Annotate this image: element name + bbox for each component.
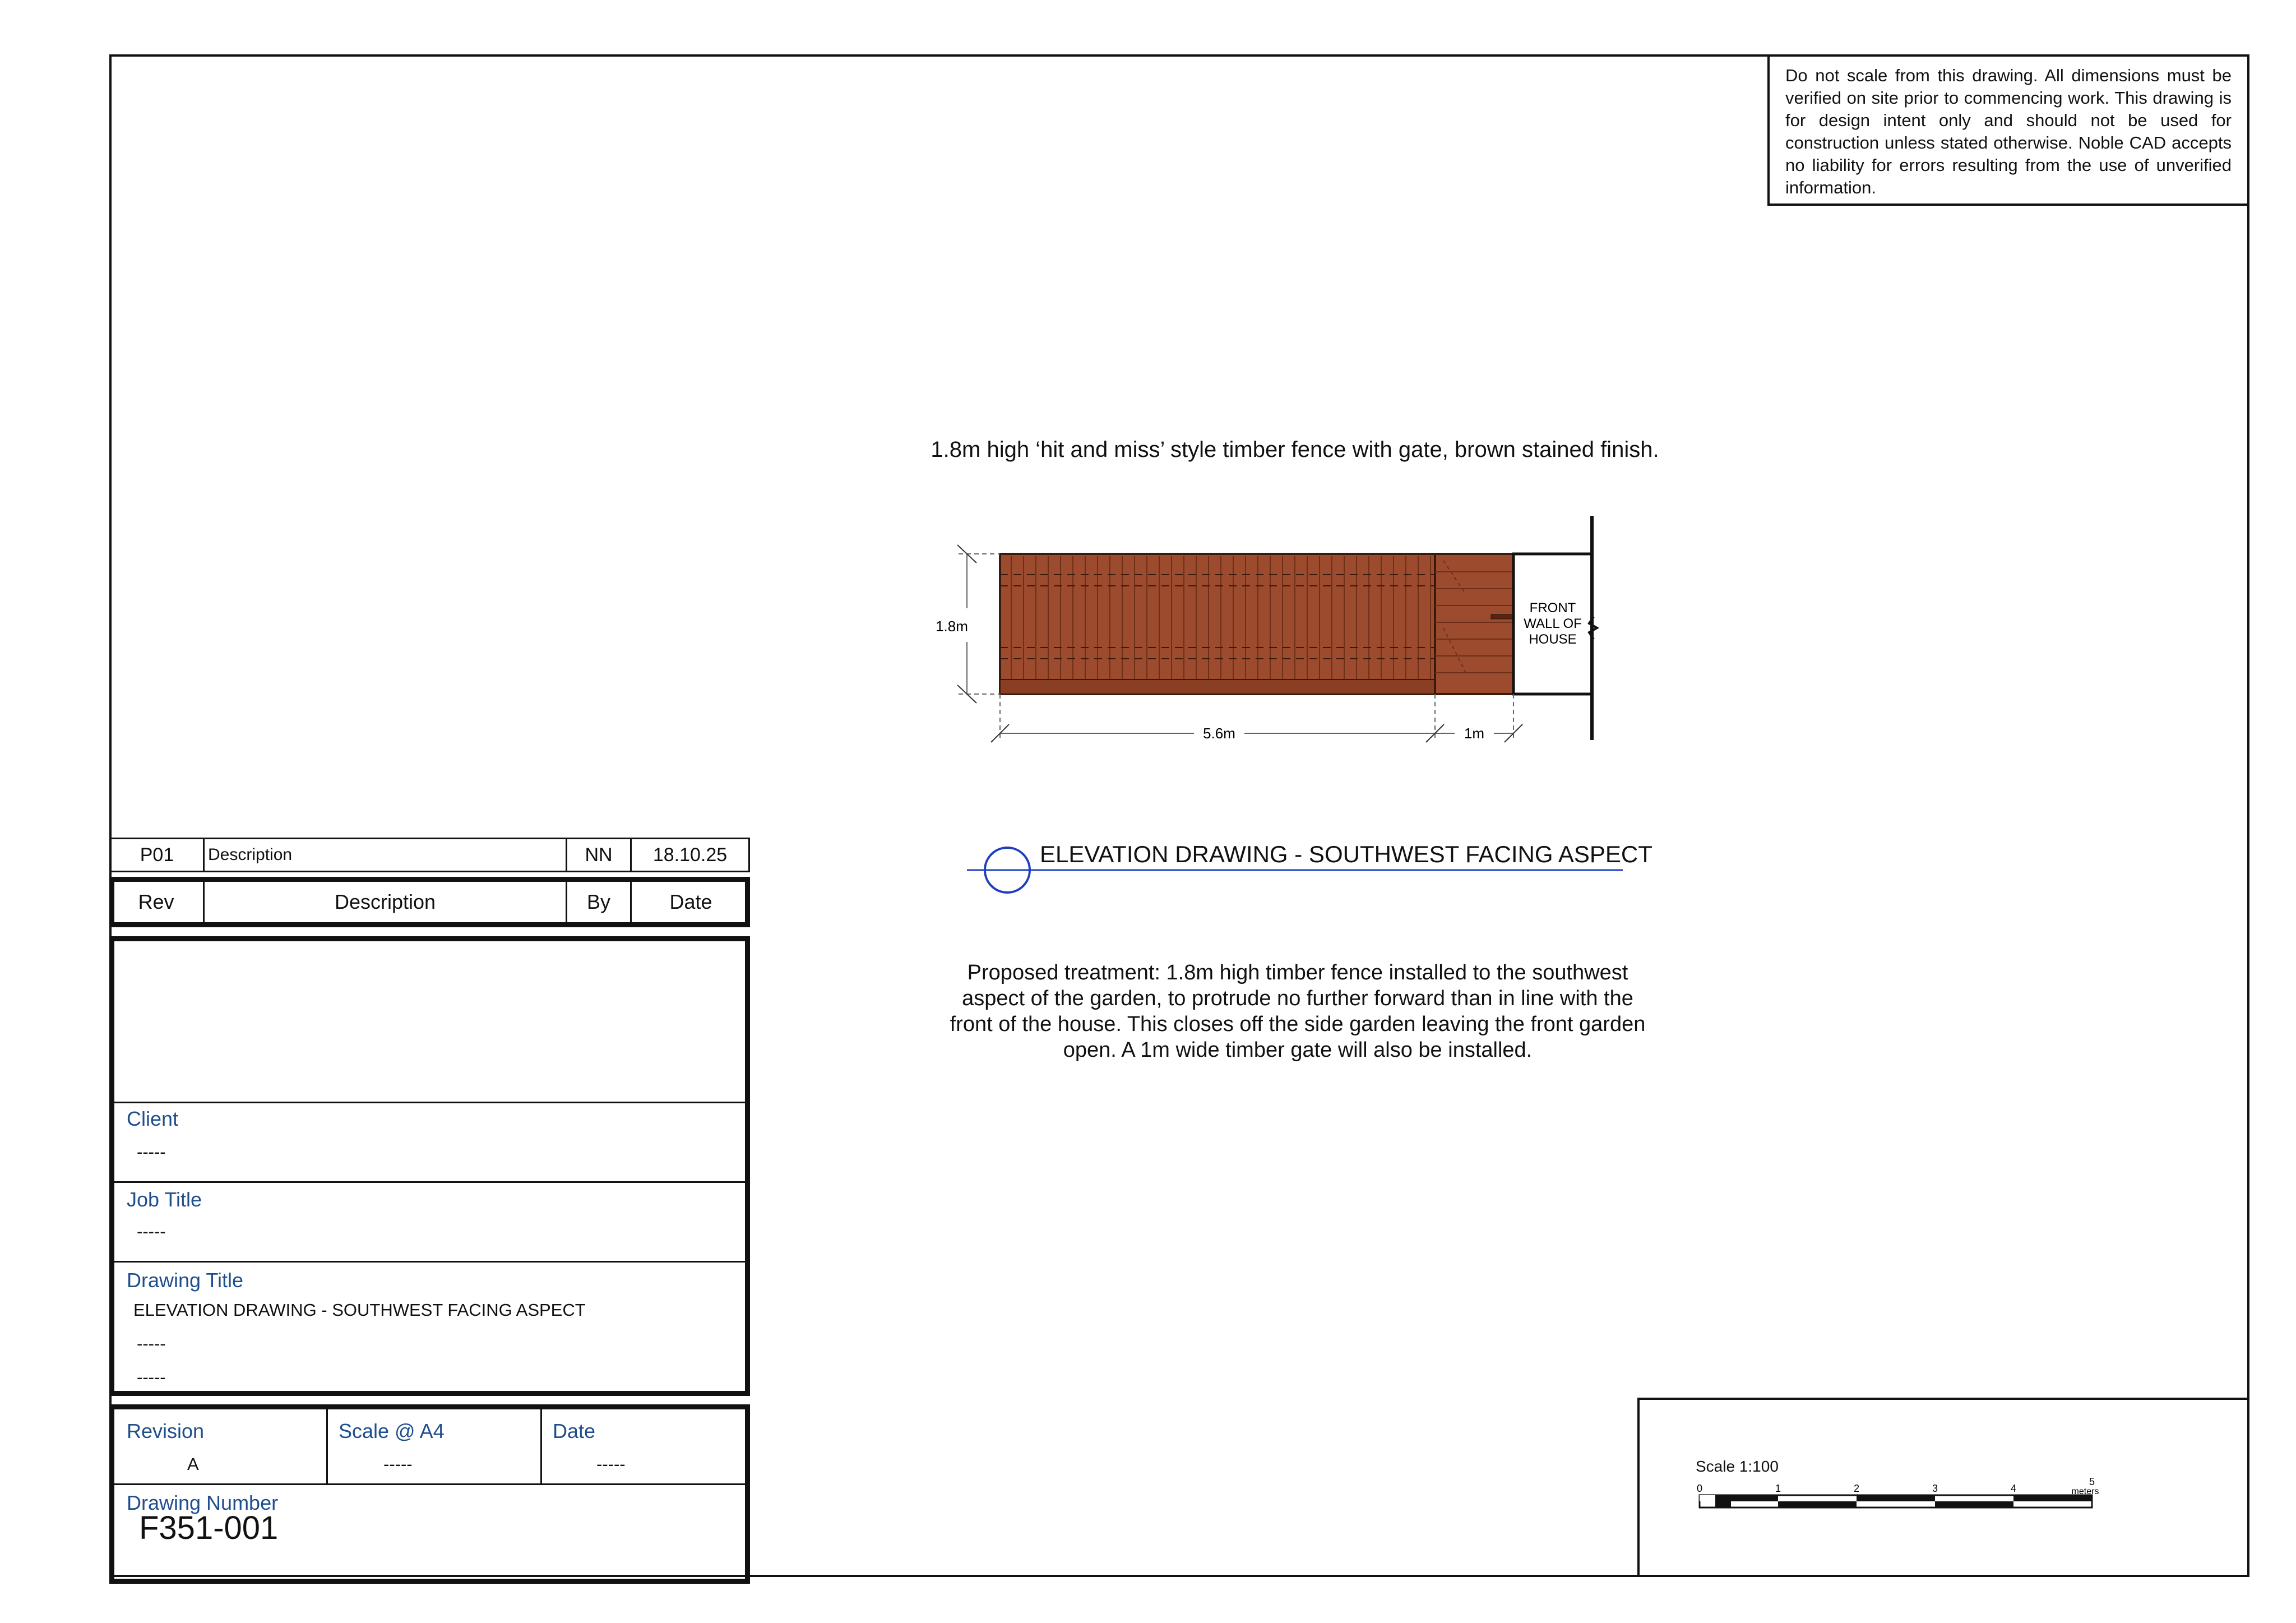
scale-unit: meters (2071, 1487, 2099, 1496)
drawing-title-line2: ----- (137, 1334, 166, 1353)
revision-table (109, 838, 750, 927)
logo-area (114, 941, 745, 1103)
house-label-2: WALL OF (1524, 616, 1582, 631)
revision-row-rev: P01 (109, 838, 205, 872)
scale-tick-1: 1 (1775, 1483, 1781, 1494)
scale-tick-4: 4 (2010, 1483, 2017, 1494)
client-value: ----- (137, 1142, 166, 1162)
drawing-title-line1: ELEVATION DRAWING - SOUTHWEST FACING ASPECT (133, 1300, 586, 1320)
revision-header-date: Date (669, 890, 712, 913)
scale-label: Scale @ A4 (339, 1419, 445, 1442)
title-block (109, 936, 750, 1396)
scale-tick-0: 0 (1696, 1483, 1703, 1494)
house-label-1: FRONT (1529, 600, 1576, 616)
gate-latch (1491, 614, 1513, 619)
revision-label: Revision (127, 1419, 205, 1442)
scale-tick-3: 3 (1932, 1483, 1938, 1494)
scale-bar (1693, 1472, 2108, 1516)
revision-row-description: Description (205, 838, 567, 872)
client-label: Client (127, 1107, 179, 1130)
job-title-value: ----- (137, 1222, 166, 1241)
drawing-number-value: F351-001 (139, 1510, 279, 1546)
scale-tick-5: 5 (2089, 1476, 2095, 1487)
drawing-info-block (109, 1404, 750, 1584)
fence-elevation-drawing (931, 505, 1637, 762)
revision-header-by: By (567, 877, 632, 927)
revision-row-by: NN (567, 838, 632, 872)
gate-width-dimension: 1m (1464, 725, 1485, 742)
drawing-caption: 1.8m high ‘hit and miss’ style timber fence with gate, brown stained finish. (931, 437, 1659, 462)
drawing-number-label: Drawing Number (127, 1491, 279, 1514)
scale-value: ----- (383, 1454, 413, 1474)
section-title: ELEVATION DRAWING - SOUTHWEST FACING ASPECT (1040, 841, 1652, 867)
disclaimer-note: Do not scale from this drawing. All dimensions must be verified on site prior to commencing work. This drawing is for design intent only and should not be used for construction unless stated otherwise. Noble CAD accepts no liability for errors resulting from the use of unverified information. (1767, 54, 2249, 206)
revision-header-description: Description (205, 877, 567, 927)
date-label: Date (553, 1419, 596, 1442)
revision-row-date: 18.10.25 (632, 838, 750, 872)
scale-tick-2: 2 (1853, 1483, 1860, 1494)
house-label-3: HOUSE (1529, 632, 1577, 647)
date-value: ----- (596, 1454, 626, 1474)
revision-value: A (187, 1454, 199, 1474)
scale-title: Scale 1:100 (1696, 1458, 1779, 1475)
fence-width-dimension: 5.6m (1203, 725, 1235, 742)
height-dimension: 1.8m (936, 618, 968, 635)
job-title-label: Job Title (127, 1188, 202, 1211)
revision-header-rev: Rev (109, 877, 205, 927)
proposal-description: Proposed treatment: 1.8m high timber fence installed to the southwest aspect of the garden, to protrude no further forward than in line with the front of the house. This closes off the side garden leaving the front garden open. A 1m wide timber gate will also be installed. (950, 961, 1646, 1062)
drawing-title-label: Drawing Title (127, 1269, 244, 1292)
drawing-title-line3: ----- (137, 1367, 166, 1387)
